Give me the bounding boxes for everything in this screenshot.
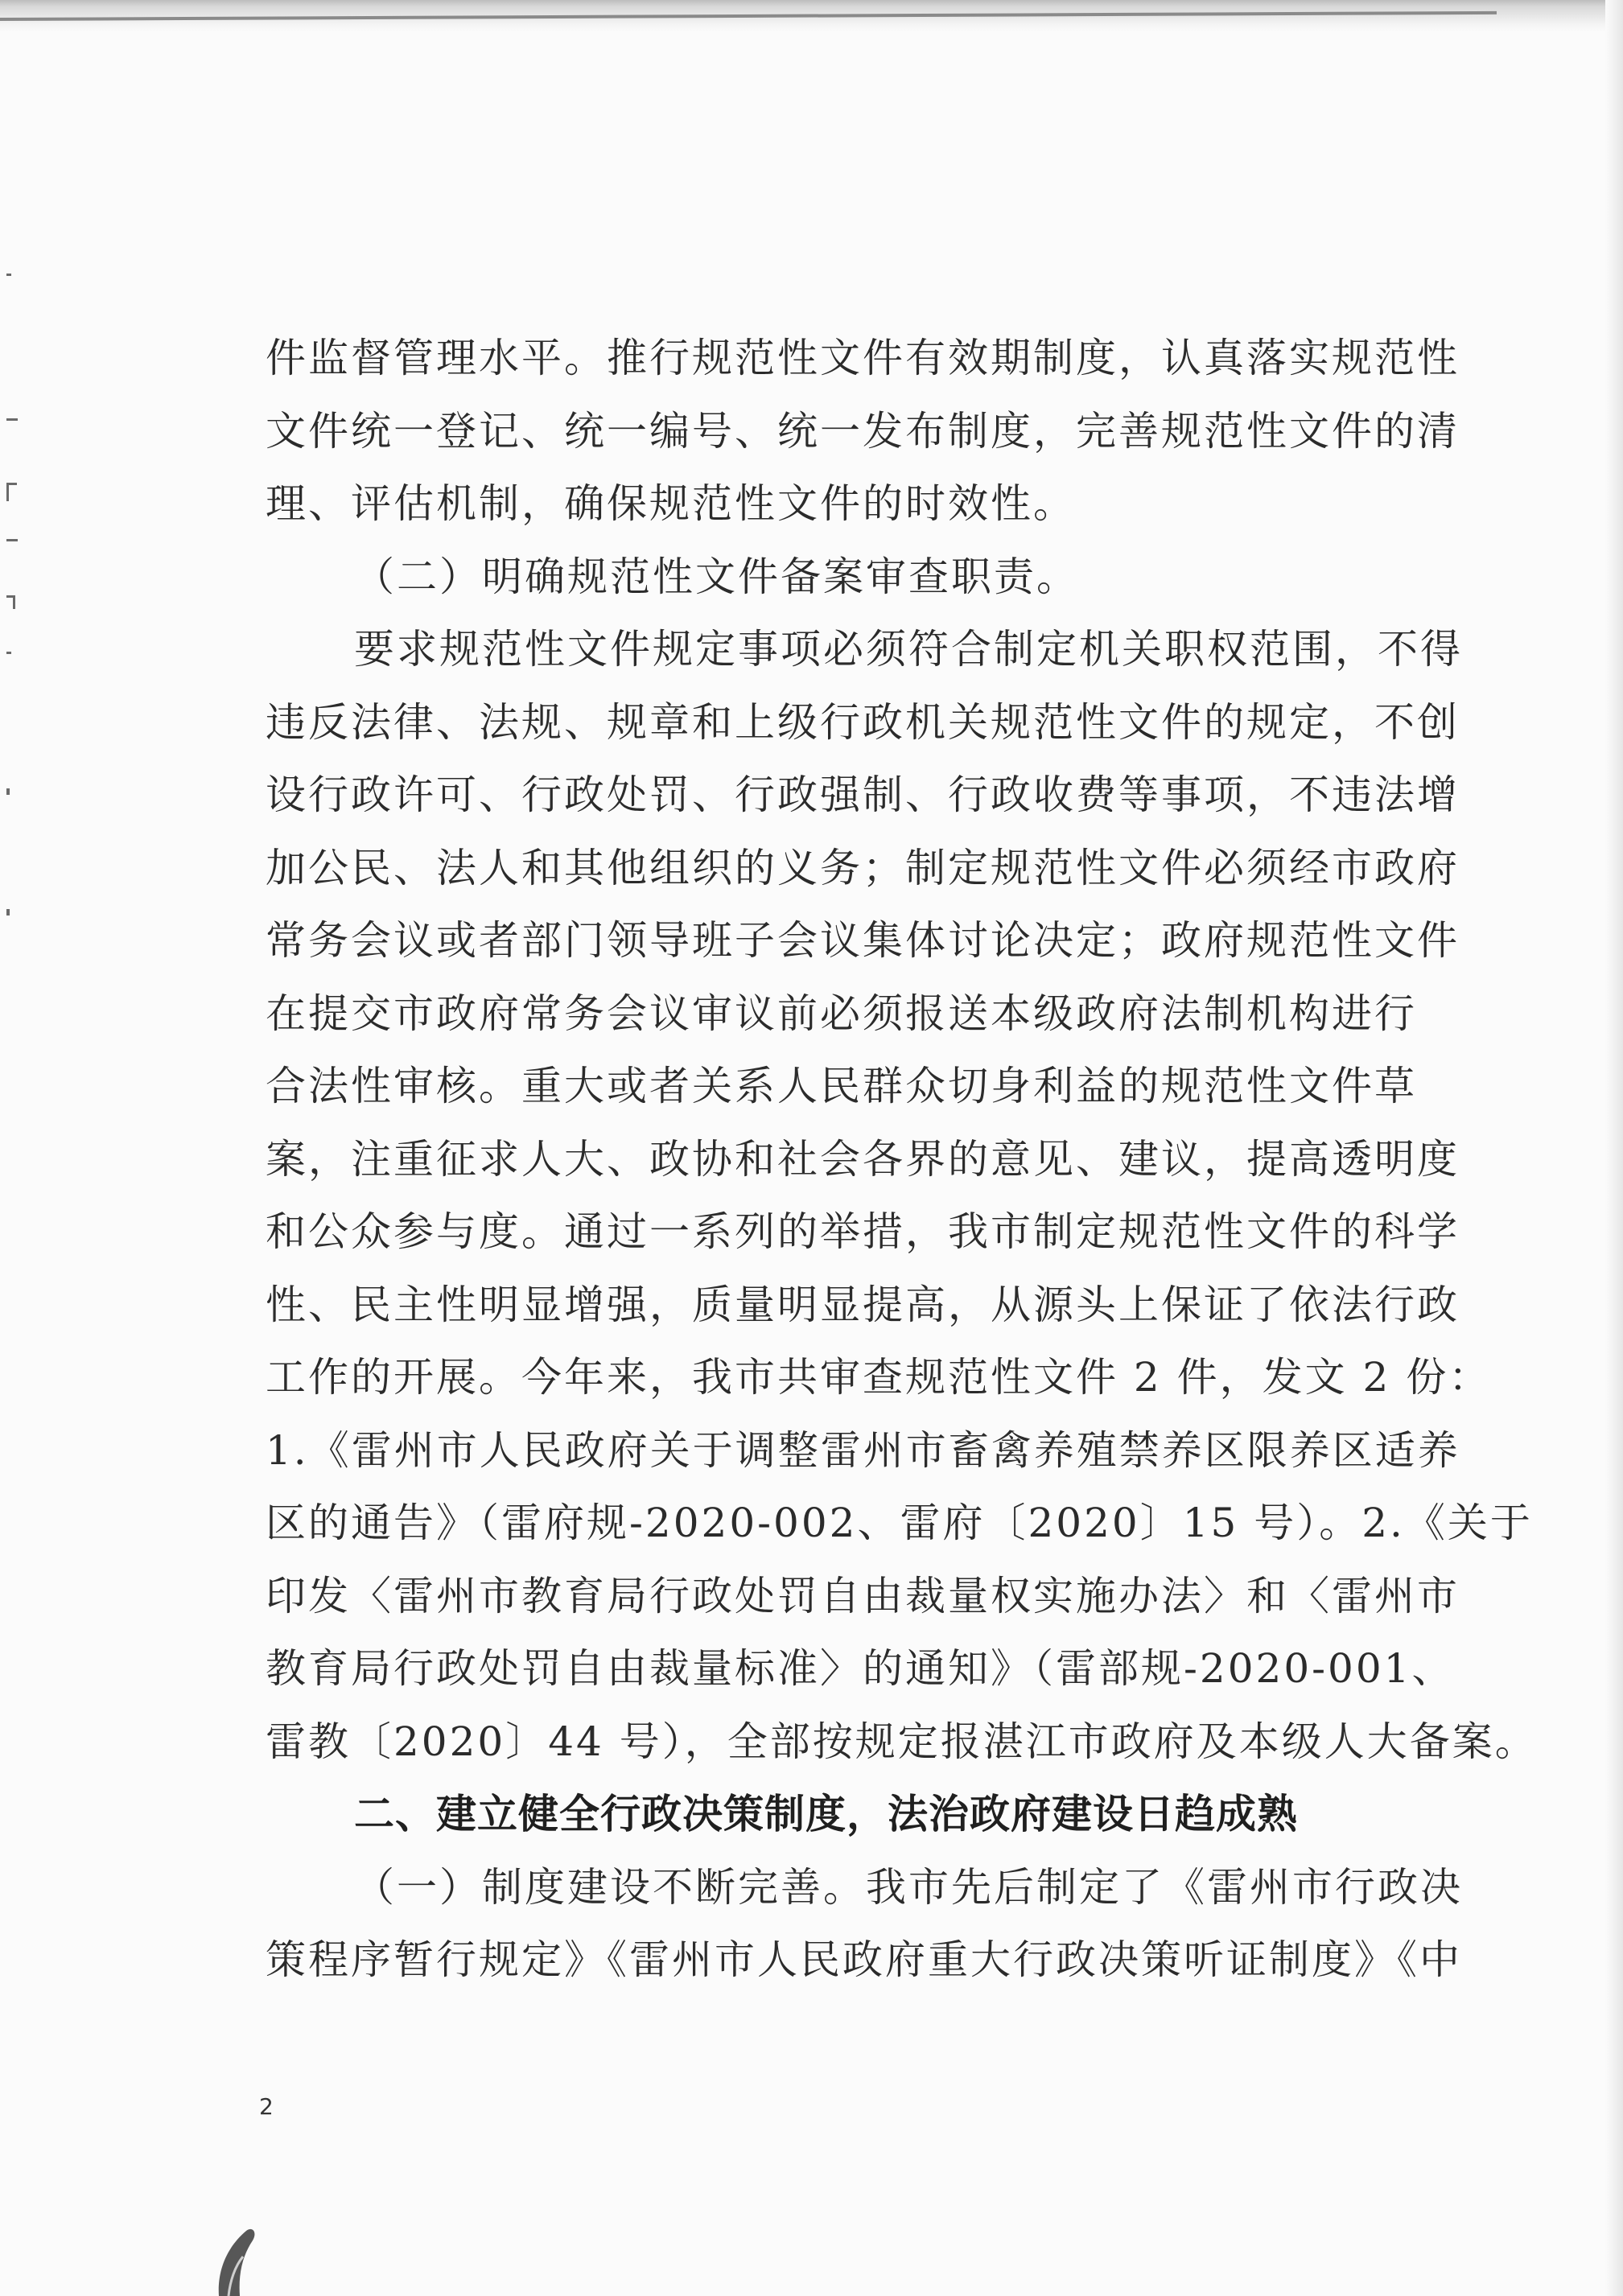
body-line: 文件统一登记、统一编号、统一发布制度，完善规范性文件的清: [266, 407, 1460, 455]
body-line: 区的通告》（雷府规-2020-002、雷府〔2020〕15 号）。2.《关于: [266, 1500, 1533, 1546]
body-line: 案，注重征求人大、政协和社会各界的意见、建议，提高透明度: [266, 1135, 1460, 1183]
body-line: 工作的开展。今年来，我市共审查规范性文件 2 件，发文 2 份：: [266, 1354, 1492, 1401]
margin-mark: [6, 909, 10, 916]
body-line: 策程序暂行规定》《雷州市人民政府重大行政决策听证制度》《中: [266, 1936, 1462, 1983]
body-line: 合法性审核。重大或者关系人民群众切身利益的规范性文件草: [266, 1063, 1417, 1109]
body-line: （一）制度建设不断完善。我市先后制定了《雷州市行政决: [354, 1863, 1463, 1911]
body-line: 件监督管理水平。推行规范性文件有效期制度，认真落实规范性: [266, 335, 1460, 381]
margin-mark: [6, 652, 11, 654]
body-line: 性、民主性明显增强，质量明显提高，从源头上保证了依法行政: [266, 1281, 1460, 1328]
margin-mark: [6, 274, 11, 276]
body-line: 和公众参与度。通过一系列的举措，我市制定规范性文件的科学: [266, 1208, 1460, 1255]
body-line: 教育局行政处罚自由裁量标准〉的通知》（雷部规-2020-001、: [266, 1645, 1455, 1692]
scan-left-margin-marks: [6, 274, 23, 998]
section-subheading: （二）明确规范性文件备案审查职责。: [354, 553, 1079, 600]
body-line: 雷教〔2020〕44 号），全部按规定报湛江市政府及本级人大备案。: [266, 1718, 1538, 1765]
margin-mark: [6, 418, 18, 421]
section-heading: 二、建立健全行政决策制度，法治政府建设日趋成熟: [354, 1791, 1298, 1837]
body-line: 违反法律、法规、规章和上级行政机关规范性文件的规定，不创: [266, 698, 1460, 746]
margin-mark: [6, 788, 10, 795]
margin-mark: [6, 539, 18, 541]
body-line: 1.《雷州市人民政府关于调整雷州市畜禽养殖禁养区限养区适养: [266, 1426, 1460, 1474]
scan-smudge-mark: [211, 2216, 259, 2296]
margin-mark: [6, 595, 15, 609]
page-number: 2: [259, 2093, 274, 2120]
body-line: 设行政许可、行政处罚、行政强制、行政收费等事项，不违法增: [266, 772, 1460, 818]
body-line: 在提交市政府常务会议审议前必须报送本级政府法制机构进行: [266, 990, 1417, 1037]
margin-mark: [6, 483, 17, 501]
body-line: 要求规范性文件规定事项必须符合制定机关职权范围，不得: [354, 626, 1463, 673]
body-line: 印发〈雷州市教育局行政处罚自由裁量权实施办法〉和〈雷州市: [266, 1572, 1460, 1619]
scan-right-edge: [1605, 0, 1623, 2296]
body-line: 加公民、法人和其他组织的义务；制定规范性文件必须经市政府: [266, 844, 1460, 891]
body-line: 常务会议或者部门领导班子会议集体讨论决定；政府规范性文件: [266, 917, 1460, 964]
body-line: 理、评估机制，确保规范性文件的时效性。: [266, 480, 1076, 527]
document-body: [266, 322, 1538, 1997]
